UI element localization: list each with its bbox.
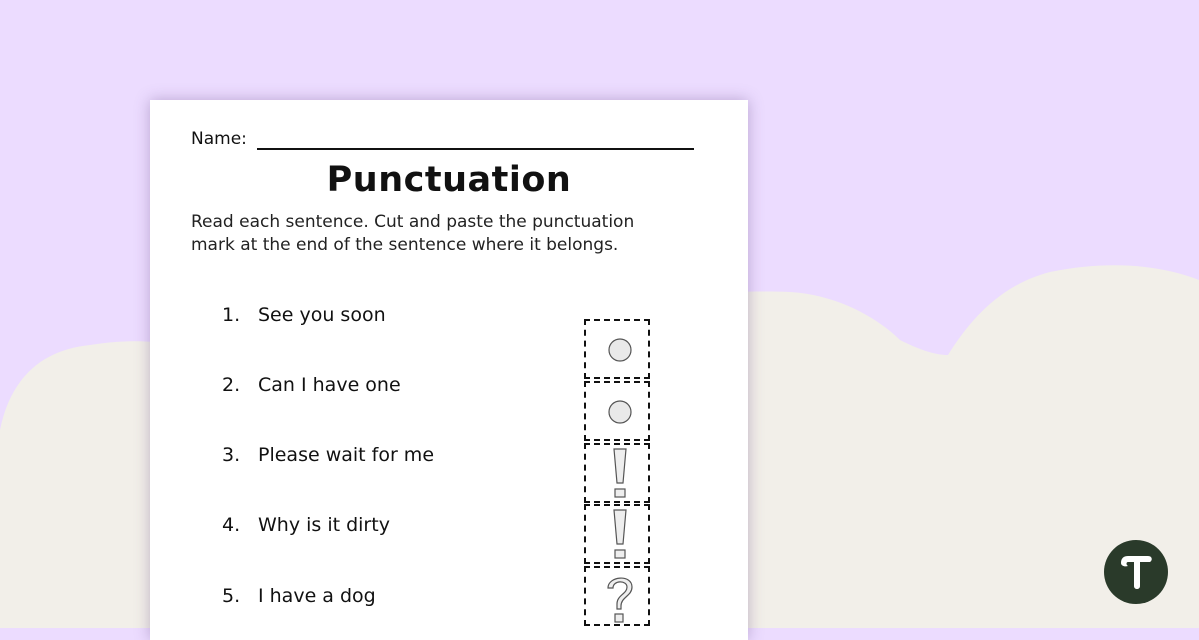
sentence-number: 5. bbox=[222, 585, 241, 607]
sentence-number: 1. bbox=[222, 304, 241, 326]
sentence-number: 3. bbox=[222, 444, 241, 466]
instructions bbox=[191, 211, 691, 257]
cut-out-box[interactable] bbox=[584, 443, 650, 503]
worksheet-title: Punctuation bbox=[326, 160, 572, 200]
sentence-item bbox=[222, 585, 376, 607]
cut-out-box[interactable] bbox=[584, 504, 650, 564]
cut-out-box[interactable] bbox=[584, 381, 650, 441]
sentence-text: Can I have one bbox=[258, 374, 401, 396]
sentence-item bbox=[222, 514, 390, 536]
period-icon bbox=[586, 321, 648, 379]
cut-out-box[interactable] bbox=[584, 566, 650, 626]
teach-starter-logo-icon[interactable] bbox=[1104, 540, 1168, 604]
exclamation-mark-icon bbox=[586, 506, 648, 564]
sentence-item bbox=[222, 374, 401, 396]
question-mark-icon bbox=[586, 568, 648, 626]
instructions-line-1: Read each sentence. Cut and paste the punctuation bbox=[191, 212, 635, 232]
sentence-number: 4. bbox=[222, 514, 241, 536]
name-line bbox=[257, 148, 694, 150]
cut-out-box[interactable] bbox=[584, 319, 650, 379]
sentence-text: Please wait for me bbox=[258, 444, 435, 466]
sentence-item bbox=[222, 304, 386, 326]
period-icon bbox=[586, 383, 648, 441]
sentence-item bbox=[222, 444, 434, 466]
name-label: Name: bbox=[191, 129, 247, 149]
sentence-number: 2. bbox=[222, 374, 241, 396]
sentence-text: I have a dog bbox=[258, 585, 376, 607]
exclamation-mark-icon bbox=[586, 445, 648, 503]
sentence-text: See you soon bbox=[258, 304, 386, 326]
sentence-text: Why is it dirty bbox=[258, 514, 390, 536]
instructions-line-2: mark at the end of the sentence where it belongs. bbox=[191, 235, 619, 255]
worksheet-page bbox=[150, 100, 748, 640]
